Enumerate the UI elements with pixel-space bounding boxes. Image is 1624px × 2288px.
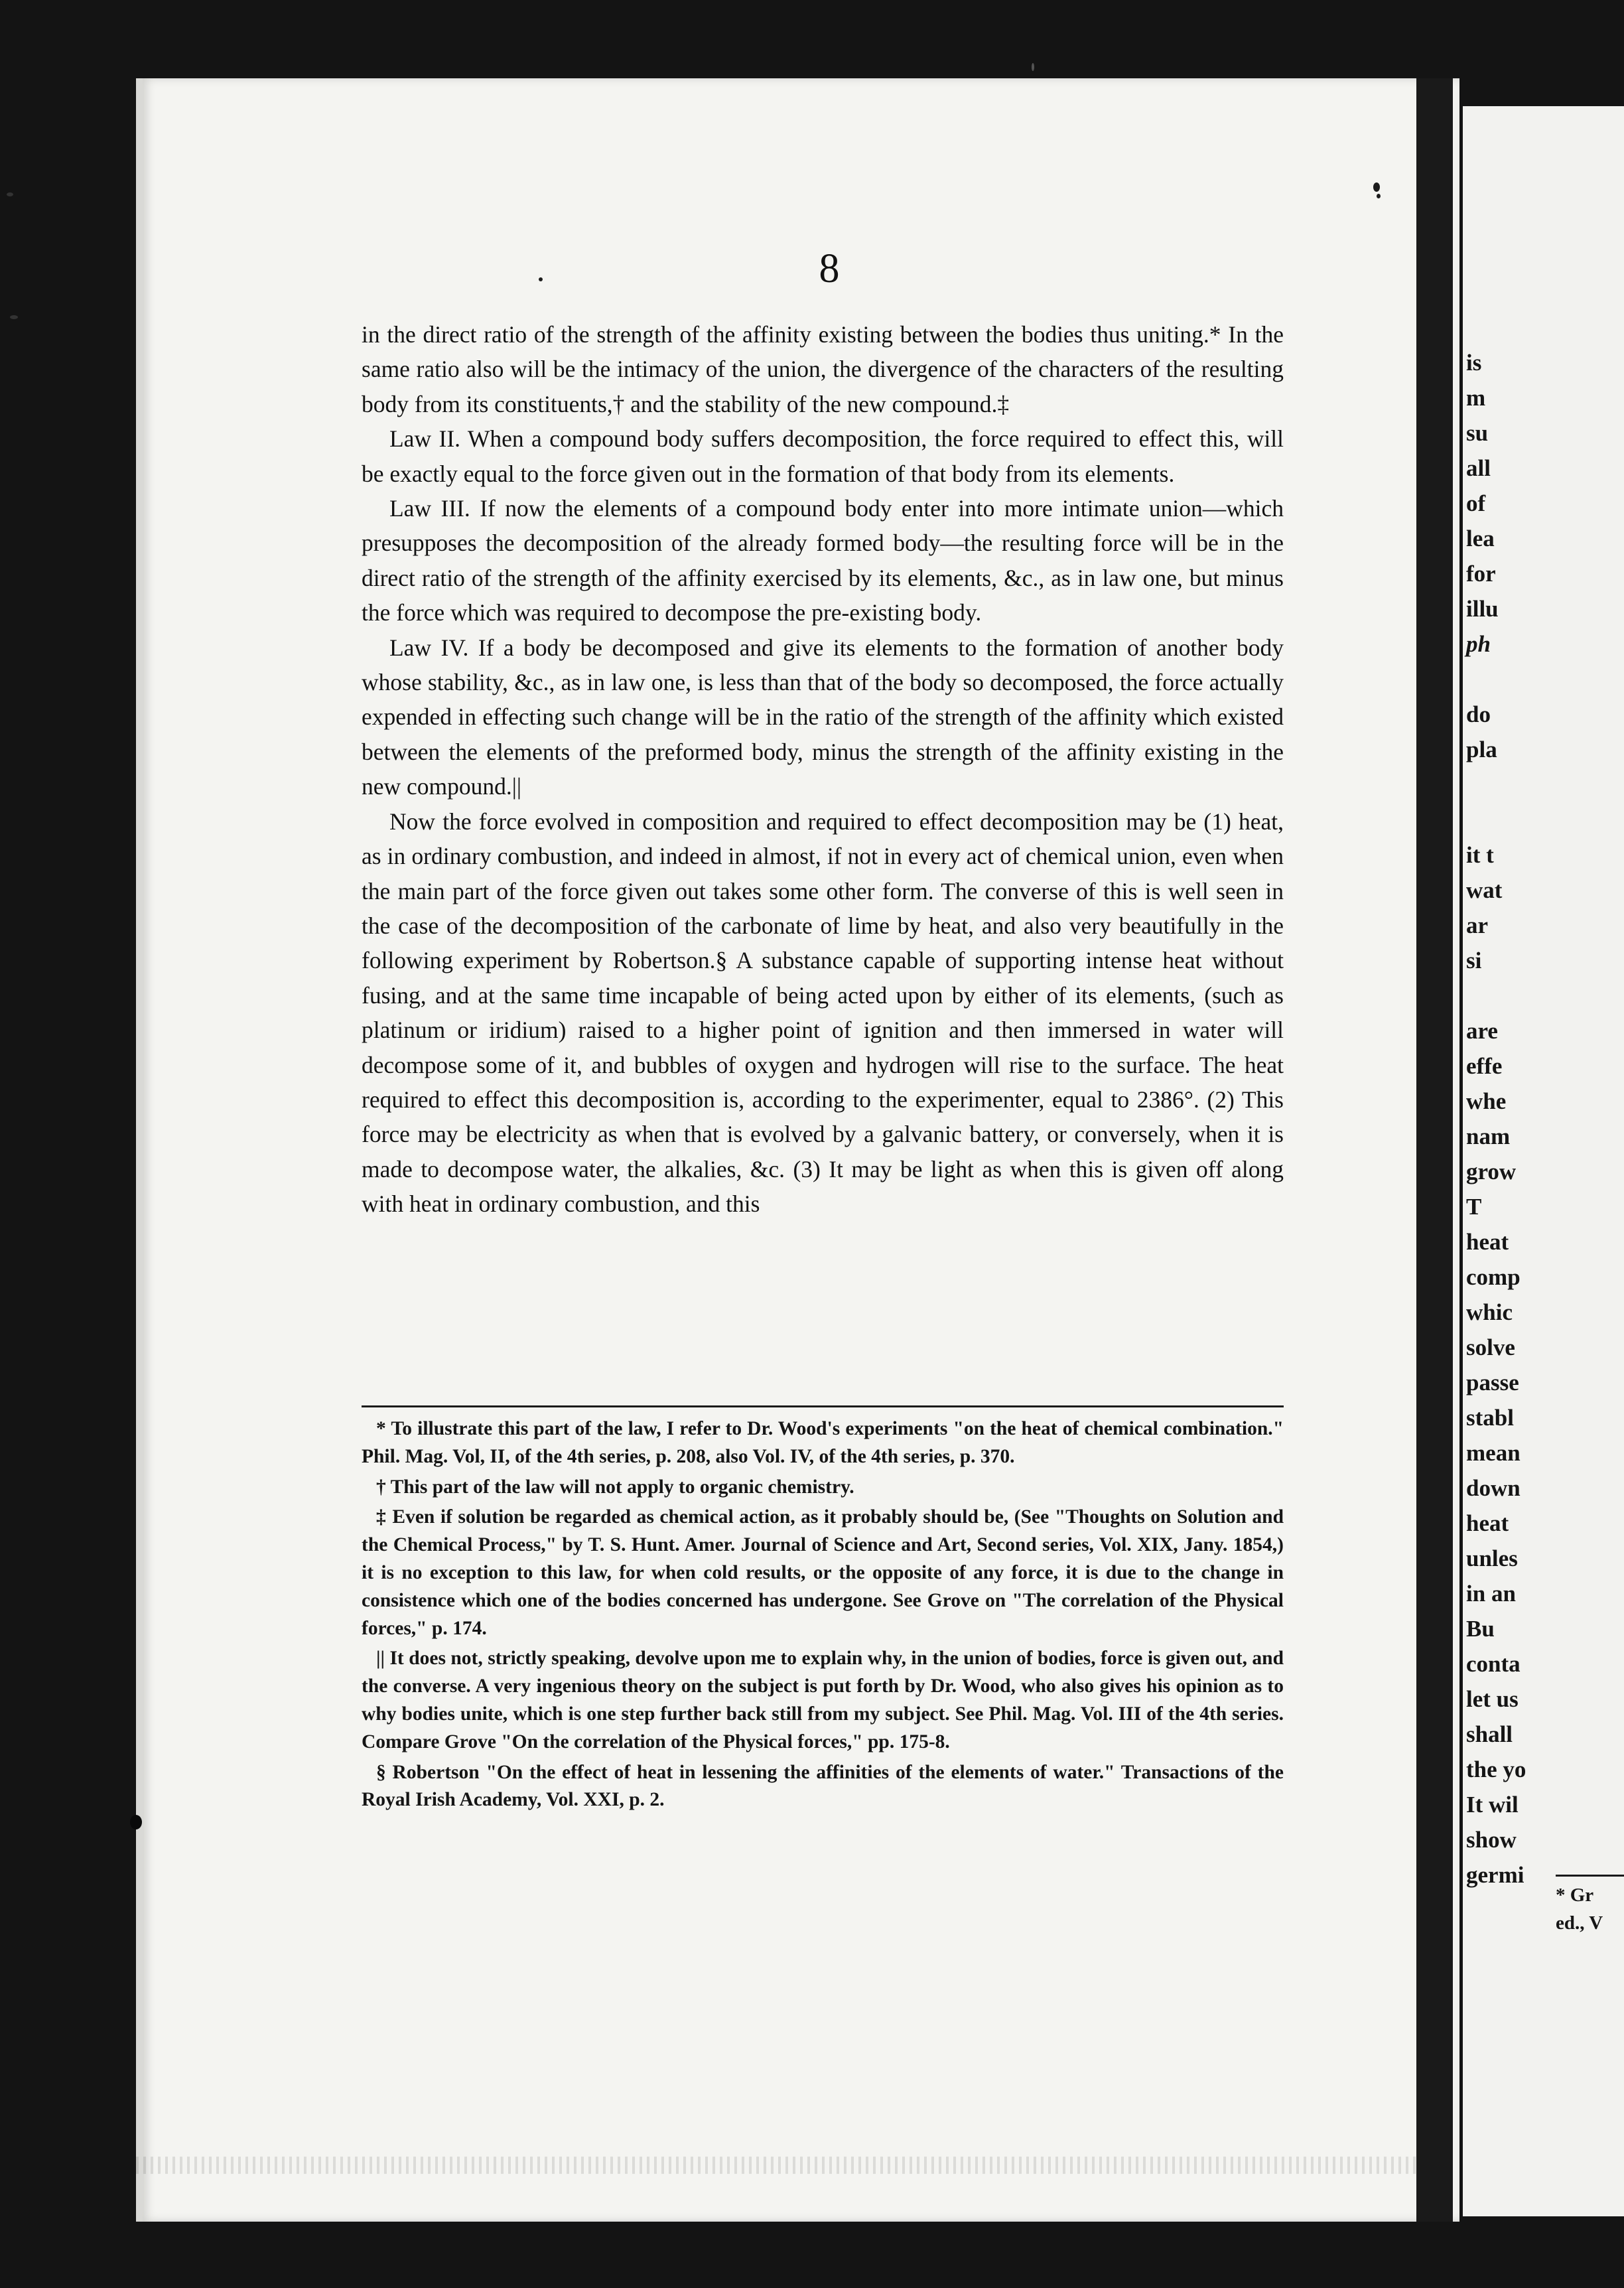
fragment-line: down: [1466, 1475, 1521, 1501]
fragment-line: it t: [1466, 842, 1494, 868]
fragment-line: show: [1466, 1827, 1517, 1853]
fragment-line: stabl: [1466, 1405, 1514, 1431]
fragment-line: [1466, 802, 1624, 837]
scan-speck: [539, 277, 543, 281]
adjacent-footnote-divider: [1556, 1875, 1624, 1877]
footnote: * To illustrate this part of the law, I refer to Dr. Wood's experiments "on the heat of chemical combination." Phil. Mag. Vol, II, of the 4th series, p. 208, also Vol. IV, of the 4th series, p. 370.: [362, 1418, 1284, 1467]
fragment-line: su: [1466, 420, 1489, 446]
fragment-line: heat: [1466, 1229, 1509, 1255]
fragment-line: do: [1466, 701, 1491, 727]
fragment-line: passe: [1466, 1370, 1519, 1395]
paragraph: Law III. If now the elements of a compound body enter into more intimate union—which presupposes the decomposition of the already formed body—the resulting force will be in the direct ratio of the strength of the affinity exercised by its elements, &c., as in law one, but minus the force which was required to decompose the pre-existing body.: [362, 495, 1284, 626]
main-text-block: [362, 317, 1284, 1222]
fragment-line: heat: [1466, 1510, 1509, 1536]
fragment-line: pla: [1466, 737, 1497, 762]
fragment-line: It wil: [1466, 1792, 1519, 1818]
scan-speck: [130, 1815, 142, 1829]
fragment-line: unles: [1466, 1545, 1518, 1571]
fragment-line: wat: [1466, 877, 1503, 903]
fragment-line: illu: [1466, 596, 1499, 622]
fragment-line: * Gr: [1556, 1885, 1594, 1906]
paragraph: in the direct ratio of the strength of the affinity existing between the bodies thus uniting.* In the same ratio also will be the intimacy of the union, the divergence of the characters of the resulting body from its constituents,† and the stability of the new compound.‡: [362, 321, 1284, 417]
fragment-line: grow: [1466, 1159, 1517, 1184]
fragment-line: [1466, 662, 1624, 697]
fragment-line: ph: [1466, 631, 1491, 657]
scan-speck: [1373, 182, 1380, 192]
paragraph: Law IV. If a body be decomposed and give its elements to the formation of another body whose stability, &c., as in law one, is less than that of the body so decomposed, the force actually expended in effecting such change will be in the ratio of the strength of the affinity which existed between the elements of the preformed body, minus the strength of the affinity existing in the new compound.||: [362, 634, 1284, 800]
fragment-line: mean: [1466, 1440, 1521, 1466]
fragment-line: [1466, 978, 1624, 1013]
page-number: 8: [819, 246, 840, 291]
fragment-line: T: [1466, 1194, 1482, 1220]
fragment-line: shall: [1466, 1721, 1513, 1747]
fragment-line: m: [1466, 385, 1486, 411]
scan-speck: [10, 315, 18, 319]
footnotes-block: [362, 1415, 1284, 1817]
adjacent-page-text: [1466, 345, 1624, 1893]
fragment-line: are: [1466, 1018, 1498, 1044]
adjacent-footnote: [1556, 1881, 1624, 1937]
fragment-line: in an: [1466, 1581, 1516, 1607]
fragment-line: ed., V: [1556, 1912, 1603, 1934]
footnote: § Robertson "On the effect of heat in lessening the affinities of the elements of water." Transactions of the Royal Irish Academy, Vol. XXI, p. 2.: [362, 1761, 1284, 1811]
fragment-line: comp: [1466, 1264, 1521, 1290]
footnote-divider: [362, 1405, 1284, 1407]
footnote: † This part of the law will not apply to organic chemistry.: [376, 1476, 854, 1498]
scan-speck: [1032, 63, 1034, 71]
fragment-line: effe: [1466, 1053, 1503, 1079]
fragment-line: all: [1466, 455, 1491, 481]
fragment-line: [1466, 767, 1624, 802]
fragment-line: solve: [1466, 1334, 1515, 1360]
fragment-line: si: [1466, 948, 1482, 973]
fragment-line: ar: [1466, 912, 1489, 938]
fragment-line: is: [1466, 350, 1482, 376]
fragment-line: whe: [1466, 1088, 1507, 1114]
page-gutter-shadow: [1416, 78, 1453, 2222]
fragment-line: conta: [1466, 1651, 1521, 1677]
scan-speck: [1377, 194, 1381, 198]
fragment-line: Bu: [1466, 1616, 1495, 1642]
fragment-line: for: [1466, 561, 1496, 587]
footnote: || It does not, strictly speaking, devolve upon me to explain why, in the union of bodies, force is given out, and the converse. A very ingenious theory on the subject is put forth by Dr. Wood, who also gives his opinion as to why bodies unite, which is one step further back still from my subject. See Phil. Mag. Vol. III of the 4th series. Compare Grove "On the correlation of the Physical forces," pp. 175-8.: [362, 1648, 1284, 1752]
fragment-line: let us: [1466, 1686, 1519, 1712]
scan-artifact-strip: [136, 2157, 1416, 2174]
fragment-line: of: [1466, 490, 1486, 516]
fragment-line: the yo: [1466, 1756, 1526, 1782]
footnote: ‡ Even if solution be regarded as chemical action, as it probably should be, (See "Thoughts on Solution and the Chemical Process," by T. S. Hunt. Amer. Journal of Science and Art, Second series, Vol. XIX, Jany. 1854,) it is no exception to this law, for when cold results, or the opposite of any force, it is due to the change in consistence which one of the bodies concerned has undergone. See Grove on "The correlation of the Physical forces," p. 174.: [362, 1506, 1284, 1639]
scan-speck: [7, 192, 13, 196]
fragment-line: whic: [1466, 1299, 1513, 1325]
fragment-line: lea: [1466, 526, 1495, 551]
fragment-line: germi: [1466, 1862, 1524, 1888]
paragraph: Law II. When a compound body suffers decomposition, the force required to effect this, will be exactly equal to the force given out in the formation of that body from its elements.: [362, 425, 1284, 487]
fragment-line: nam: [1466, 1123, 1511, 1149]
paragraph: Now the force evolved in composition and required to effect decomposition may be (1) heat, as in ordinary combustion, and indeed in almost, if not in every act of chemical union, even when the main part of the force given out takes some other form. The converse of this is well seen in the case of the decomposition of the carbonate of lime by heat, and also very beautifully in the following experiment by Robertson.§ A substance capable of supporting intense heat without fusing, and at the same time incapable of being acted upon by either of its elements, (such as platinum or iridium) raised to a higher point of ignition and then immersed in water will decompose some of it, and bubbles of oxygen and hydrogen will rise to the surface. The heat required to effect this decomposition is, according to the experimenter, equal to 2386°. (2) This force may be electricity as when that is evolved by a galvanic battery, or conversely, when it is made to decompose water, the alkalies, &c. (3) It may be light as when this is given off along with heat in ordinary combustion, and this: [362, 808, 1284, 1218]
